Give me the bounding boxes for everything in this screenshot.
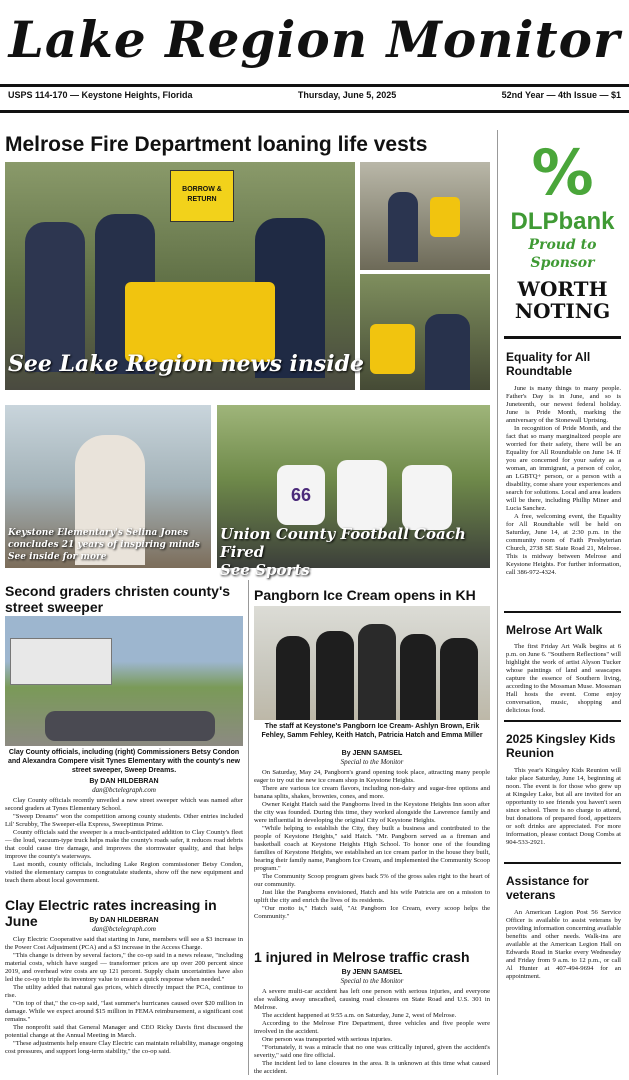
sign-line2: RETURN [187, 196, 217, 203]
sponsor-block [504, 136, 621, 323]
paragraph: Last month, county officials, including Lake Region commissioner Betsy Condon, visited the elementary campus to congratulate students, show off the new equipment and teach them about local government. [5, 861, 243, 884]
paragraph: A severe multi-car accident has left one person with serious injuries, and everyone else walking away unscathed, causing road closures on State Road and U.S. 301 in Melrose. [254, 988, 490, 1011]
lead-overlay: See Lake Region news inside [8, 351, 364, 377]
sidebar-rule [504, 720, 621, 722]
paragraph: The utility added that natural gas prices, which directly impact the PCA, continue to rise. [5, 984, 243, 999]
electric-email: dan@bctelegraph.com [92, 925, 156, 933]
crash-role: Special to the Monitor [340, 977, 404, 985]
paragraph: The Community Scoop program gives back 5% of the gross sales right to the heart of our community. [254, 873, 490, 888]
electric-byline: By DAN HILDEBRAN [89, 917, 159, 924]
paragraph: "While helping to establish the City, they built a business and contributed to the people of Keystone Heights," said Hatch. "Mr. Pangborn served as a fireman and basketball coach at Keystone Heights High School. To honor one of the founding families of Keystone Heights, we established an ice cream parlor in the house they built, bearing their family name, Pangborn Ice Cream, and implemented the Community Scoop program." [254, 825, 490, 872]
staff-figure [440, 638, 478, 720]
pangborn-byline: By JENN SAMSEL [341, 750, 403, 757]
electric-body [5, 936, 243, 1056]
life-vest [430, 197, 460, 237]
sidebar-headline: Equality for All Roundtable [506, 350, 591, 378]
pangborn-role: Special to the Monitor [340, 758, 404, 766]
sidebar-body [506, 909, 621, 981]
firefighter-figure [388, 192, 418, 262]
sweeper-email: dan@bctelegraph.com [92, 786, 156, 794]
paragraph: According to the Melrose Fire Department, three vehicles and five people were involved in the accident. [254, 1020, 490, 1035]
lead-headline: Melrose Fire Department loaning life vests [5, 133, 428, 156]
player-figure [402, 465, 452, 530]
paragraph: "These adjustments help ensure Clay Electric can maintain reliability, manage ongoing cost pressures, and support long-term stability," the co-op said. [5, 1040, 243, 1055]
issue-date: Thursday, June 5, 2025 [297, 90, 397, 100]
electric-headline: Clay Electric rates increasing in June [5, 897, 217, 929]
sweeper-body [5, 797, 243, 885]
street-sweeper-truck [10, 638, 112, 685]
paragraph: On Saturday, May 24, Pangborn's grand opening took place, attracting many people eager to try out the new ice cream shop in Keystone Heights. [254, 769, 490, 784]
paragraph: A free, welcoming event, the Equality for All Roundtable will be held on Saturday, June 14, at 2:30 p.m. in the community room of Faith Presbyterian Church, 2738 SE State Road 21, Melrose. This is midway between Melrose and Keystone Heights. For further information, call 386-972-4324. [506, 513, 621, 576]
sidebar-divider [497, 130, 498, 1075]
pangborn-headline: Pangborn Ice Cream opens in KH [254, 587, 476, 603]
masthead-title: Lake Region Monitor [8, 10, 621, 69]
sweeper-byline: By DAN HILDEBRAN [89, 778, 159, 785]
paragraph: An American Legion Post 56 Service Officer is available to assist veterans by providing information concerning available benefits and other needs. Walk-ins are available at the American Legion Hall on Edwards Road in Starke every Wednesday and Friday from 9 a.m. to 12 p.m., or call Al Hunter at 407-494-9694 for an appointment. [506, 909, 621, 980]
sidebar-body [506, 767, 621, 847]
paragraph: The first Friday Art Walk begins at 6 p.m. on June 6. "Southern Reflections" will highlight the work of artist Alyson Tucker whose paintings of land and seascapes capture the essence of Southern living, according to the Mossman Muse. Mossman Hall hosts the event. Come enjoy conversation, music, shopping and delicious food. [506, 643, 622, 714]
paragraph: This year's Kingsley Kids Reunion will take place Saturday, June 14, beginning at noon. The event is for those who grew up at Kingsley Lake, but all are invited for an opportunity to see friends you haven't seen since school. There is no charge to attend, but donations of prepared food, appetizers or soft drinks are appreciated. For more information, please contact Doug Combs at 904-533-2921. [506, 767, 621, 846]
paragraph: Just like the Pangborns envisioned, Hatch and his wife Patricia are on a mission to uplift the city and enrich the lives of its residents. [254, 889, 490, 904]
teaser-caption [8, 527, 208, 563]
paragraph: "Sweep Dreams" won the competition among county students. Other entries included Lil' Scrubby, The Sweeper-ella Express, Sweeptimus Prime. [5, 813, 243, 828]
paragraph: "On top of that," the co-op said, "last summer's hurricanes caused over $20 million in damage. While we expect around $15 million in FEMA reimbursement, a significant cost remains." [5, 1000, 243, 1023]
students-group [45, 711, 215, 741]
staff-figure [316, 631, 354, 720]
paragraph: County officials said the sweeper is a much-anticipated addition to Clay County's fleet — the loud, vacuum-type truck helps make the county's roads safer, it reduces road debris that could cause tire damage, and improves the stormwater quality, and that helps improve the county's waterways. [5, 829, 243, 860]
worth-title: WORTH [517, 277, 608, 301]
paragraph: "Our motto is," Hatch said, "At Pangborn Ice Cream, every scoop helps the Community." [254, 905, 490, 920]
crash-body [254, 988, 490, 1076]
paragraph: Clay Electric Cooperative said that starting in June, members will see a $3 increase in the Power Cost Adjustment (PCA) and a $3 increase in the Access Charge. [5, 936, 243, 951]
pangborn-caption: The staff at Keystone's Pangborn Ice Cream- Ashlyn Brown, Erik Fehley, Samm Fehley, Keith Hatch, Patricia Hatch and Emma Miller [261, 723, 483, 739]
pangborn-body [254, 769, 490, 921]
paragraph: Owner Keight Hatch said the Pangborns lived in the Keystone Heights Inn soon after the city was founded. During this time, they worked alongside the Lawrence family and were influential in developing the original City of Keystone Heights. [254, 801, 490, 824]
column-divider [248, 580, 249, 1075]
dateline [8, 90, 621, 104]
sidebar-rule [504, 336, 621, 339]
paragraph: There are various ice cream flavors, including non-dairy and sugar-free options and banana splits, shakes, brownies, cones, and more. [254, 785, 490, 800]
paragraph: "This change is driven by several factors," the co-op said in a news release, "including material costs, which have surged — transformer prices are up over 200 percent since 2019, and overhead wire costs are up 121 percent. Supply chain uncertainties have also led the co-op to triple its inventory value to ensure a quick response when needed." [5, 952, 243, 983]
paragraph: June is many things to many people. Father's Day is in June, and so is Juneteenth, our newest federal holiday. June is Pride Month, marking the anniversary of the Stonewall Uprising. [506, 385, 621, 424]
sweeper-photo [5, 616, 243, 746]
sidebar-headline: Assistance for veterans [506, 874, 589, 902]
sidebar-rule [504, 611, 621, 613]
issue-number: 52nd Year — 4th Issue — $1 [501, 90, 621, 100]
sidebar-rule [504, 862, 621, 864]
teaser-line1: Keystone Elementary's Selina Jones [8, 528, 189, 538]
teaser-photo-teacher[interactable] [5, 405, 211, 568]
staff-figure [276, 636, 310, 720]
sidebar-body [506, 385, 621, 577]
crash-headline: 1 injured in Melrose traffic crash [254, 949, 470, 965]
sidebar-headline: Melrose Art Walk [506, 623, 603, 637]
noting-title: NOTING [514, 299, 611, 323]
teaser-line3: See inside for more [8, 552, 107, 562]
paragraph: The nonprofit said that General Manager and CEO Ricky Davis first discussed the potential change at the Annual Meeting in March. [5, 1024, 243, 1039]
paragraph: One person was transported with serious injuries. [262, 1036, 393, 1043]
percent-logo-icon: % [531, 136, 594, 209]
sweeper-headline: Second graders christen county's street sweeper [5, 583, 231, 615]
paragraph: The incident led to lane closures in the area. It is unknown at this time what caused the accident. [254, 1060, 490, 1075]
teaser-line1: Union County Football Coach Fired [220, 525, 466, 561]
paragraph: "Fortunately, it was a miracle that no one was critically injured, given the accident's severity," said one fire official. [254, 1044, 490, 1059]
player-figure [337, 460, 387, 530]
lead-photo-2 [360, 162, 490, 270]
jersey-number: 66 [277, 465, 325, 525]
usps-line: USPS 114-170 — Keystone Heights, Florida [8, 90, 193, 100]
sweeper-caption: Clay County officials, including (right) Commissioners Betsy Condon and Alexandra Compere visit Tynes Elementary with the county's new street sweeper, Sweep Dreams. [8, 749, 240, 774]
staff-figure [358, 624, 396, 720]
paragraph: The accident happened at 9:55 a.m. on Saturday, June 2, west of Melrose. [262, 1012, 457, 1019]
pangborn-photo [254, 606, 490, 720]
teaser-caption [220, 525, 488, 579]
sidebar-headline: 2025 Kingsley Kids Reunion [506, 732, 616, 760]
sidebar-body [506, 643, 621, 715]
sign-line1: BORROW & [182, 186, 222, 193]
sponsor-brand: DLPbank [510, 208, 615, 235]
paragraph: In recognition of Pride Month, and the fact that so many marginalized people are worried for their safety, there will be an Equality for All Roundtable on June 14. If you are concerned for your safety as a woman, an immigrant, a person of color, an LGBTQ+ person, or a person with a disability, come share your experiences and search for solutions. Local and area leaders will be there, including Phillip Miner and Lucia Sanchez. [506, 425, 621, 512]
dateline-rule [0, 110, 629, 113]
crash-byline: By JENN SAMSEL [341, 969, 403, 976]
paragraph: Clay County officials recently unveiled a new street sweeper which was named after second graders at Tynes Elementary School. [5, 797, 243, 812]
masthead-rule [0, 84, 629, 87]
teaser-photo-football[interactable] [217, 405, 490, 579]
staff-figure [400, 634, 436, 720]
sponsor-tag: Proud to Sponsor [528, 237, 597, 271]
borrow-return-sign [170, 170, 234, 222]
teaser-line2: concludes 21 years of inspiring minds [8, 540, 200, 550]
teaser-line2: See Sports [220, 561, 310, 579]
masthead [0, 0, 629, 80]
